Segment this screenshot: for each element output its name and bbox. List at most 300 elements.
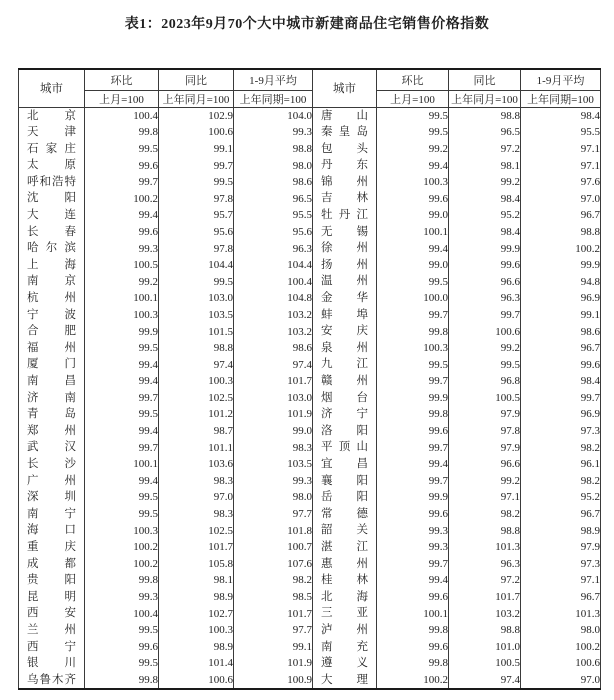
value-cell: 99.5 (85, 655, 159, 672)
table-row (19, 489, 601, 506)
value-cell: 98.0 (234, 489, 313, 506)
city-cell (19, 307, 85, 324)
city-name: 大 理 (321, 673, 368, 686)
city-cell (19, 323, 85, 340)
city-name: 秦 皇 岛 (321, 126, 368, 139)
value-cell: 97.1 (521, 141, 601, 158)
city-cell (313, 190, 377, 207)
value-cell: 100.3 (159, 622, 234, 639)
value-cell: 99.9 (377, 489, 449, 506)
value-cell: 99.6 (377, 639, 449, 656)
value-cell: 99.1 (234, 639, 313, 656)
value-cell: 96.3 (449, 290, 521, 307)
value-cell: 99.5 (377, 124, 449, 141)
value-cell: 95.2 (521, 489, 601, 506)
city-cell (19, 672, 85, 690)
city-cell (19, 356, 85, 373)
city-cell (19, 273, 85, 290)
value-cell: 97.9 (521, 539, 601, 556)
value-cell: 100.6 (159, 124, 234, 141)
header-yoy-base-left: 上年同月=100 (159, 90, 234, 107)
city-cell (313, 539, 377, 556)
value-cell: 95.7 (159, 207, 234, 224)
table-row (19, 655, 601, 672)
city-cell (19, 522, 85, 539)
city-name: 赣 州 (321, 375, 368, 387)
value-cell: 98.1 (449, 157, 521, 174)
value-cell: 98.2 (521, 473, 601, 490)
value-cell: 100.4 (234, 273, 313, 290)
table-row (19, 141, 601, 158)
value-cell: 99.5 (85, 406, 159, 423)
city-name: 杭 州 (27, 292, 76, 305)
value-cell: 95.6 (234, 224, 313, 241)
city-name: 泸 州 (321, 623, 368, 636)
value-cell: 104.0 (234, 107, 313, 124)
value-cell: 97.2 (449, 141, 521, 158)
city-name: 吉 林 (321, 192, 368, 205)
value-cell: 96.7 (521, 506, 601, 523)
city-name: 南 充 (321, 640, 368, 653)
city-cell (313, 406, 377, 423)
value-cell: 97.9 (449, 439, 521, 456)
city-name: 三 亚 (321, 607, 368, 620)
city-cell (313, 655, 377, 672)
table-row (19, 240, 601, 257)
table-row (19, 157, 601, 174)
value-cell: 100.4 (85, 605, 159, 622)
city-cell (19, 489, 85, 506)
value-cell: 100.2 (85, 190, 159, 207)
value-cell: 99.5 (449, 356, 521, 373)
value-cell: 97.9 (449, 406, 521, 423)
value-cell: 99.8 (377, 323, 449, 340)
city-name: 南 京 (27, 275, 76, 288)
value-cell: 99.4 (85, 207, 159, 224)
value-cell: 98.7 (159, 423, 234, 440)
value-cell: 97.6 (521, 174, 601, 191)
value-cell: 98.2 (234, 572, 313, 589)
value-cell: 101.7 (234, 373, 313, 390)
value-cell: 98.2 (521, 439, 601, 456)
city-name: 乌 鲁 木 齐 (27, 673, 76, 686)
city-cell (313, 456, 377, 473)
value-cell: 99.5 (159, 273, 234, 290)
city-name: 天 津 (27, 126, 76, 139)
city-cell (19, 473, 85, 490)
value-cell: 100.2 (521, 240, 601, 257)
value-cell: 95.5 (521, 124, 601, 141)
value-cell: 102.5 (159, 522, 234, 539)
value-cell: 98.3 (159, 506, 234, 523)
value-cell: 96.8 (449, 373, 521, 390)
value-cell: 99.2 (449, 174, 521, 191)
value-cell: 99.0 (234, 423, 313, 440)
value-cell: 103.5 (159, 307, 234, 324)
header-mom-base-left: 上月=100 (85, 90, 159, 107)
value-cell: 98.9 (521, 522, 601, 539)
city-cell (313, 572, 377, 589)
value-cell: 98.9 (159, 589, 234, 606)
city-cell (19, 157, 85, 174)
city-name: 九 江 (321, 358, 368, 371)
city-name: 韶 关 (321, 524, 368, 537)
table-row (19, 390, 601, 407)
city-cell (313, 240, 377, 257)
price-index-table (18, 68, 601, 690)
city-name: 福 州 (27, 341, 76, 354)
value-cell: 104.4 (234, 257, 313, 274)
value-cell: 97.2 (449, 572, 521, 589)
value-cell: 99.3 (234, 124, 313, 141)
city-name: 合 肥 (27, 325, 76, 338)
city-cell (19, 622, 85, 639)
value-cell: 99.7 (521, 390, 601, 407)
city-cell (313, 489, 377, 506)
city-name: 广 州 (27, 474, 76, 487)
value-cell: 100.3 (159, 373, 234, 390)
value-cell: 99.5 (377, 107, 449, 124)
value-cell: 99.9 (377, 390, 449, 407)
header-yoy-left: 同比 (159, 69, 234, 90)
header-city-right: 城市 (313, 69, 377, 107)
city-cell (19, 240, 85, 257)
value-cell: 100.9 (234, 672, 313, 690)
value-cell: 99.9 (449, 240, 521, 257)
city-cell (313, 157, 377, 174)
table-row (19, 124, 601, 141)
value-cell: 96.5 (234, 190, 313, 207)
value-cell: 103.5 (234, 456, 313, 473)
value-cell: 97.8 (159, 240, 234, 257)
value-cell: 99.5 (85, 141, 159, 158)
city-cell (19, 506, 85, 523)
value-cell: 97.0 (159, 489, 234, 506)
value-cell: 100.2 (521, 639, 601, 656)
value-cell: 99.8 (85, 572, 159, 589)
value-cell: 97.7 (234, 506, 313, 523)
city-cell (313, 439, 377, 456)
value-cell: 98.4 (449, 224, 521, 241)
value-cell: 99.8 (377, 622, 449, 639)
value-cell: 99.4 (377, 240, 449, 257)
city-name: 西 宁 (27, 640, 76, 653)
city-cell (313, 224, 377, 241)
city-name: 扬 州 (321, 258, 368, 271)
city-cell (19, 605, 85, 622)
table-row (19, 107, 601, 124)
table-row (19, 522, 601, 539)
city-name: 岳 阳 (321, 491, 368, 504)
value-cell: 101.7 (234, 605, 313, 622)
city-name: 宜 昌 (321, 457, 368, 470)
city-name: 济 宁 (321, 408, 368, 421)
city-cell (313, 290, 377, 307)
city-name: 桂 林 (321, 574, 368, 587)
city-cell (313, 556, 377, 573)
city-cell (19, 390, 85, 407)
value-cell: 99.7 (85, 174, 159, 191)
value-cell: 100.1 (377, 605, 449, 622)
value-cell: 100.6 (521, 655, 601, 672)
city-name: 牡 丹 江 (321, 209, 368, 222)
value-cell: 96.3 (234, 240, 313, 257)
value-cell: 100.2 (85, 539, 159, 556)
value-cell: 103.0 (159, 290, 234, 307)
table-row (19, 257, 601, 274)
value-cell: 99.3 (85, 589, 159, 606)
value-cell: 99.2 (449, 340, 521, 357)
value-cell: 99.1 (159, 141, 234, 158)
city-cell (313, 522, 377, 539)
value-cell: 96.7 (521, 340, 601, 357)
city-cell (19, 190, 85, 207)
header-avg-base-left: 上年同期=100 (234, 90, 313, 107)
table-row (19, 456, 601, 473)
value-cell: 99.7 (377, 439, 449, 456)
header-mom-right: 环比 (377, 69, 449, 90)
value-cell: 99.8 (85, 672, 159, 690)
city-cell (313, 307, 377, 324)
city-cell (19, 456, 85, 473)
value-cell: 100.3 (377, 174, 449, 191)
value-cell: 100.1 (85, 456, 159, 473)
value-cell: 97.0 (521, 672, 601, 690)
value-cell: 97.1 (449, 489, 521, 506)
value-cell: 98.0 (521, 622, 601, 639)
table-row (19, 307, 601, 324)
value-cell: 94.8 (521, 273, 601, 290)
value-cell: 101.4 (159, 655, 234, 672)
value-cell: 100.3 (85, 307, 159, 324)
value-cell: 101.7 (159, 539, 234, 556)
value-cell: 101.3 (521, 605, 601, 622)
city-name: 武 汉 (27, 441, 76, 454)
header-yoy-base-right: 上年同月=100 (449, 90, 521, 107)
city-name: 徐 州 (321, 242, 368, 255)
value-cell: 99.6 (449, 257, 521, 274)
table-row (19, 340, 601, 357)
value-cell: 98.4 (449, 190, 521, 207)
value-cell: 102.9 (159, 107, 234, 124)
value-cell: 99.6 (85, 157, 159, 174)
value-cell: 97.1 (521, 157, 601, 174)
value-cell: 99.3 (234, 473, 313, 490)
value-cell: 102.7 (159, 605, 234, 622)
city-cell (19, 589, 85, 606)
value-cell: 97.3 (521, 423, 601, 440)
table-row (19, 174, 601, 191)
city-cell (313, 107, 377, 124)
table-row (19, 224, 601, 241)
value-cell: 97.1 (521, 572, 601, 589)
value-cell: 100.1 (377, 224, 449, 241)
city-name: 丹 东 (321, 159, 368, 172)
value-cell: 99.6 (85, 639, 159, 656)
value-cell: 99.5 (377, 273, 449, 290)
table-row (19, 473, 601, 490)
city-cell (313, 323, 377, 340)
value-cell: 98.3 (234, 439, 313, 456)
city-cell (313, 672, 377, 690)
city-name: 宁 波 (27, 308, 76, 321)
value-cell: 99.6 (377, 589, 449, 606)
value-cell: 99.6 (377, 506, 449, 523)
city-cell (19, 655, 85, 672)
city-name: 石 家 庄 (27, 142, 76, 155)
value-cell: 98.8 (449, 522, 521, 539)
value-cell: 99.7 (449, 307, 521, 324)
city-cell (19, 290, 85, 307)
value-cell: 104.8 (234, 290, 313, 307)
value-cell: 99.5 (377, 356, 449, 373)
value-cell: 104.4 (159, 257, 234, 274)
city-cell (19, 141, 85, 158)
value-cell: 100.6 (449, 323, 521, 340)
table-body (19, 107, 601, 689)
table-row (19, 556, 601, 573)
city-cell (313, 356, 377, 373)
city-name: 重 庆 (27, 540, 76, 553)
city-name: 郑 州 (27, 424, 76, 437)
value-cell: 99.2 (85, 273, 159, 290)
value-cell: 105.8 (159, 556, 234, 573)
city-cell (19, 406, 85, 423)
value-cell: 97.4 (449, 672, 521, 690)
city-name: 锦 州 (321, 175, 368, 188)
city-cell (19, 207, 85, 224)
value-cell: 95.5 (234, 207, 313, 224)
value-cell: 99.7 (377, 473, 449, 490)
city-cell (313, 207, 377, 224)
city-cell (313, 141, 377, 158)
value-cell: 100.1 (85, 290, 159, 307)
city-name: 呼 和 浩 特 (27, 175, 76, 188)
value-cell: 99.2 (377, 141, 449, 158)
table-row (19, 207, 601, 224)
city-name: 上 海 (27, 258, 76, 271)
value-cell: 97.3 (521, 556, 601, 573)
value-cell: 98.1 (159, 572, 234, 589)
value-cell: 99.0 (377, 257, 449, 274)
value-cell: 97.4 (159, 356, 234, 373)
value-cell: 98.5 (234, 589, 313, 606)
value-cell: 103.2 (234, 307, 313, 324)
city-cell (19, 224, 85, 241)
city-name: 唐 山 (321, 109, 368, 122)
city-name: 兰 州 (27, 623, 76, 636)
city-name: 长 沙 (27, 457, 76, 470)
header-city-left: 城市 (19, 69, 85, 107)
value-cell: 99.5 (159, 174, 234, 191)
table-title: 表1：2023年9月70个大中城市新建商品住宅销售价格指数 (124, 17, 490, 32)
value-cell: 103.2 (234, 323, 313, 340)
value-cell: 100.7 (234, 539, 313, 556)
value-cell: 98.8 (449, 107, 521, 124)
value-cell: 98.0 (234, 157, 313, 174)
header-row-groups (19, 69, 601, 90)
value-cell: 100.5 (85, 257, 159, 274)
city-name: 深 圳 (27, 491, 76, 504)
header-mom-base-right: 上月=100 (377, 90, 449, 107)
value-cell: 98.6 (234, 174, 313, 191)
city-cell (313, 390, 377, 407)
value-cell: 103.0 (234, 390, 313, 407)
value-cell: 101.9 (234, 655, 313, 672)
value-cell: 98.8 (159, 340, 234, 357)
value-cell: 95.2 (449, 207, 521, 224)
city-name: 烟 台 (321, 391, 368, 404)
header-avg-base-right: 上年同期=100 (521, 90, 601, 107)
city-name: 包 头 (321, 142, 368, 155)
table-row (19, 506, 601, 523)
value-cell: 99.8 (85, 124, 159, 141)
city-cell (313, 589, 377, 606)
city-name: 哈 尔 滨 (27, 242, 76, 255)
table-header (19, 69, 601, 107)
city-name: 温 州 (321, 275, 368, 288)
table-row (19, 622, 601, 639)
value-cell: 97.0 (521, 190, 601, 207)
value-cell: 103.2 (449, 605, 521, 622)
city-name: 长 春 (27, 225, 76, 238)
city-name: 安 庆 (321, 325, 368, 338)
value-cell: 100.5 (449, 390, 521, 407)
value-cell: 107.6 (234, 556, 313, 573)
value-cell: 101.7 (449, 589, 521, 606)
city-name: 成 都 (27, 557, 76, 570)
value-cell: 95.6 (159, 224, 234, 241)
value-cell: 96.9 (521, 406, 601, 423)
city-cell (313, 473, 377, 490)
city-cell (19, 340, 85, 357)
value-cell: 100.2 (85, 556, 159, 573)
value-cell: 98.8 (234, 141, 313, 158)
value-cell: 99.1 (521, 307, 601, 324)
table-row (19, 589, 601, 606)
city-cell (313, 273, 377, 290)
value-cell: 102.5 (159, 390, 234, 407)
value-cell: 100.2 (377, 672, 449, 690)
city-cell (19, 423, 85, 440)
value-cell: 99.7 (85, 390, 159, 407)
city-name: 惠 州 (321, 557, 368, 570)
value-cell: 99.4 (85, 423, 159, 440)
value-cell: 98.8 (449, 622, 521, 639)
city-cell (313, 605, 377, 622)
city-name: 无 锡 (321, 225, 368, 238)
city-name: 襄 阳 (321, 474, 368, 487)
table-row (19, 373, 601, 390)
value-cell: 99.5 (85, 622, 159, 639)
value-cell: 99.4 (377, 157, 449, 174)
city-cell (19, 174, 85, 191)
table-row (19, 423, 601, 440)
value-cell: 99.4 (377, 456, 449, 473)
value-cell: 99.4 (85, 473, 159, 490)
header-mom-left: 环比 (85, 69, 159, 90)
value-cell: 100.3 (377, 340, 449, 357)
city-name: 银 川 (27, 657, 76, 670)
table-row (19, 406, 601, 423)
city-cell (313, 124, 377, 141)
city-cell (19, 124, 85, 141)
table-row (19, 572, 601, 589)
city-name: 泉 州 (321, 341, 368, 354)
value-cell: 103.6 (159, 456, 234, 473)
value-cell: 100.6 (159, 672, 234, 690)
value-cell: 99.3 (85, 240, 159, 257)
